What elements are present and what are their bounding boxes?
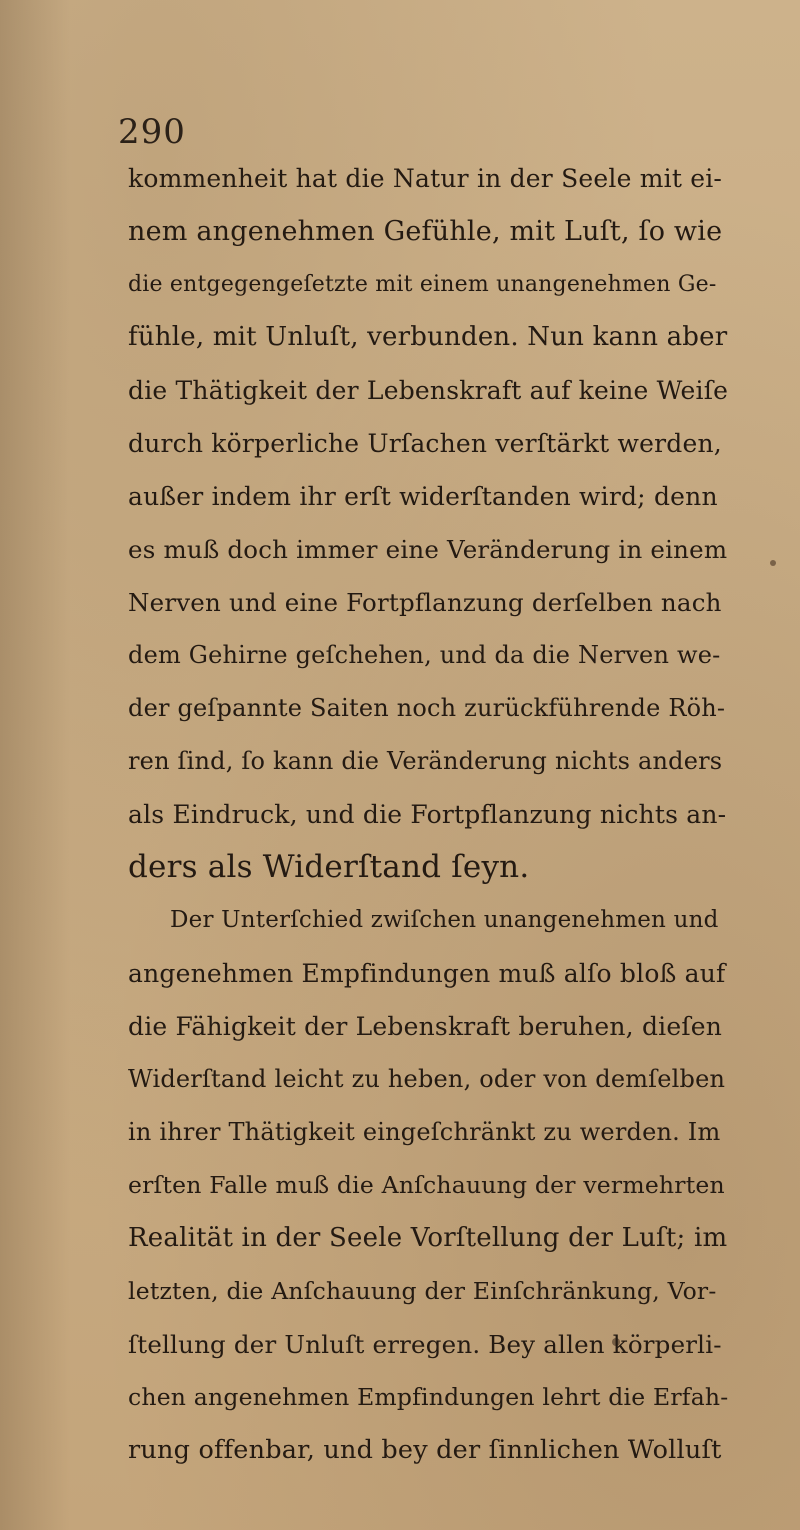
text-line: die Fähigkeit der Lebenskraft beruhen, dieſen xyxy=(128,1012,723,1041)
text-line: nem angenehmen Gefühle, mit Luſt, ſo wie xyxy=(128,216,723,247)
text-line: es muß doch immer eine Veränderung in einem xyxy=(128,535,728,564)
text-line: die entgegengeſetzte mit einem unangenehmen Ge- xyxy=(128,272,717,297)
text-line: ders als Widerſtand ſeyn. xyxy=(128,849,530,885)
text-line: angenehmen Empfindungen muß alſo bloß auf xyxy=(128,959,726,988)
page-edge-shadow xyxy=(0,0,70,1530)
text-line: erſten Falle muß die Anſchauung der vermehrten xyxy=(128,1171,725,1199)
page-number: 290 xyxy=(118,112,186,152)
paragraph-start-line: Der Unterſchied zwiſchen unangenehmen und xyxy=(170,907,719,933)
text-line: in ihrer Thätigkeit eingeſchränkt zu werden. Im xyxy=(128,1118,721,1146)
text-line: der geſpannte Saiten noch zurückführende Röh- xyxy=(128,694,726,722)
text-line: letzten, die Anſchauung der Einſchränkung, Vor- xyxy=(128,1277,717,1305)
text-line: ren ſind, ſo kann die Veränderung nichts anders xyxy=(128,747,723,775)
text-line: als Eindruck, und die Fortpflanzung nichts an- xyxy=(128,800,727,829)
text-line: chen angenehmen Empfindungen lehrt die Erfah- xyxy=(128,1383,729,1411)
body-text xyxy=(128,152,728,1477)
text-line: ſtellung der Unluſt erregen. Bey allen körperli- xyxy=(128,1330,722,1359)
text-line: rung offenbar, und bey der ſinnlichen Wolluſt xyxy=(128,1435,722,1465)
text-line: die Thätigkeit der Lebenskraft auf keine Weiſe xyxy=(128,376,729,405)
text-line: Nerven und eine Fortpflanzung derſelben nach xyxy=(128,588,722,617)
text-line: Widerſtand leicht zu heben, oder von demſelben xyxy=(128,1065,726,1093)
ink-speck xyxy=(770,560,776,566)
text-line: fühle, mit Unluſt, verbunden. Nun kann aber xyxy=(128,322,728,352)
text-line: dem Gehirne geſchehen, und da die Nerven we- xyxy=(128,641,721,669)
text-line: Realität in der Seele Vorſtellung der Luſt; im xyxy=(128,1223,728,1253)
text-line: durch körperliche Urſachen verſtärkt werden, xyxy=(128,429,722,458)
text-line: außer indem ihr erſt widerſtanden wird; denn xyxy=(128,482,718,511)
text-line: kommenheit hat die Natur in der Seele mit ei- xyxy=(128,164,723,193)
